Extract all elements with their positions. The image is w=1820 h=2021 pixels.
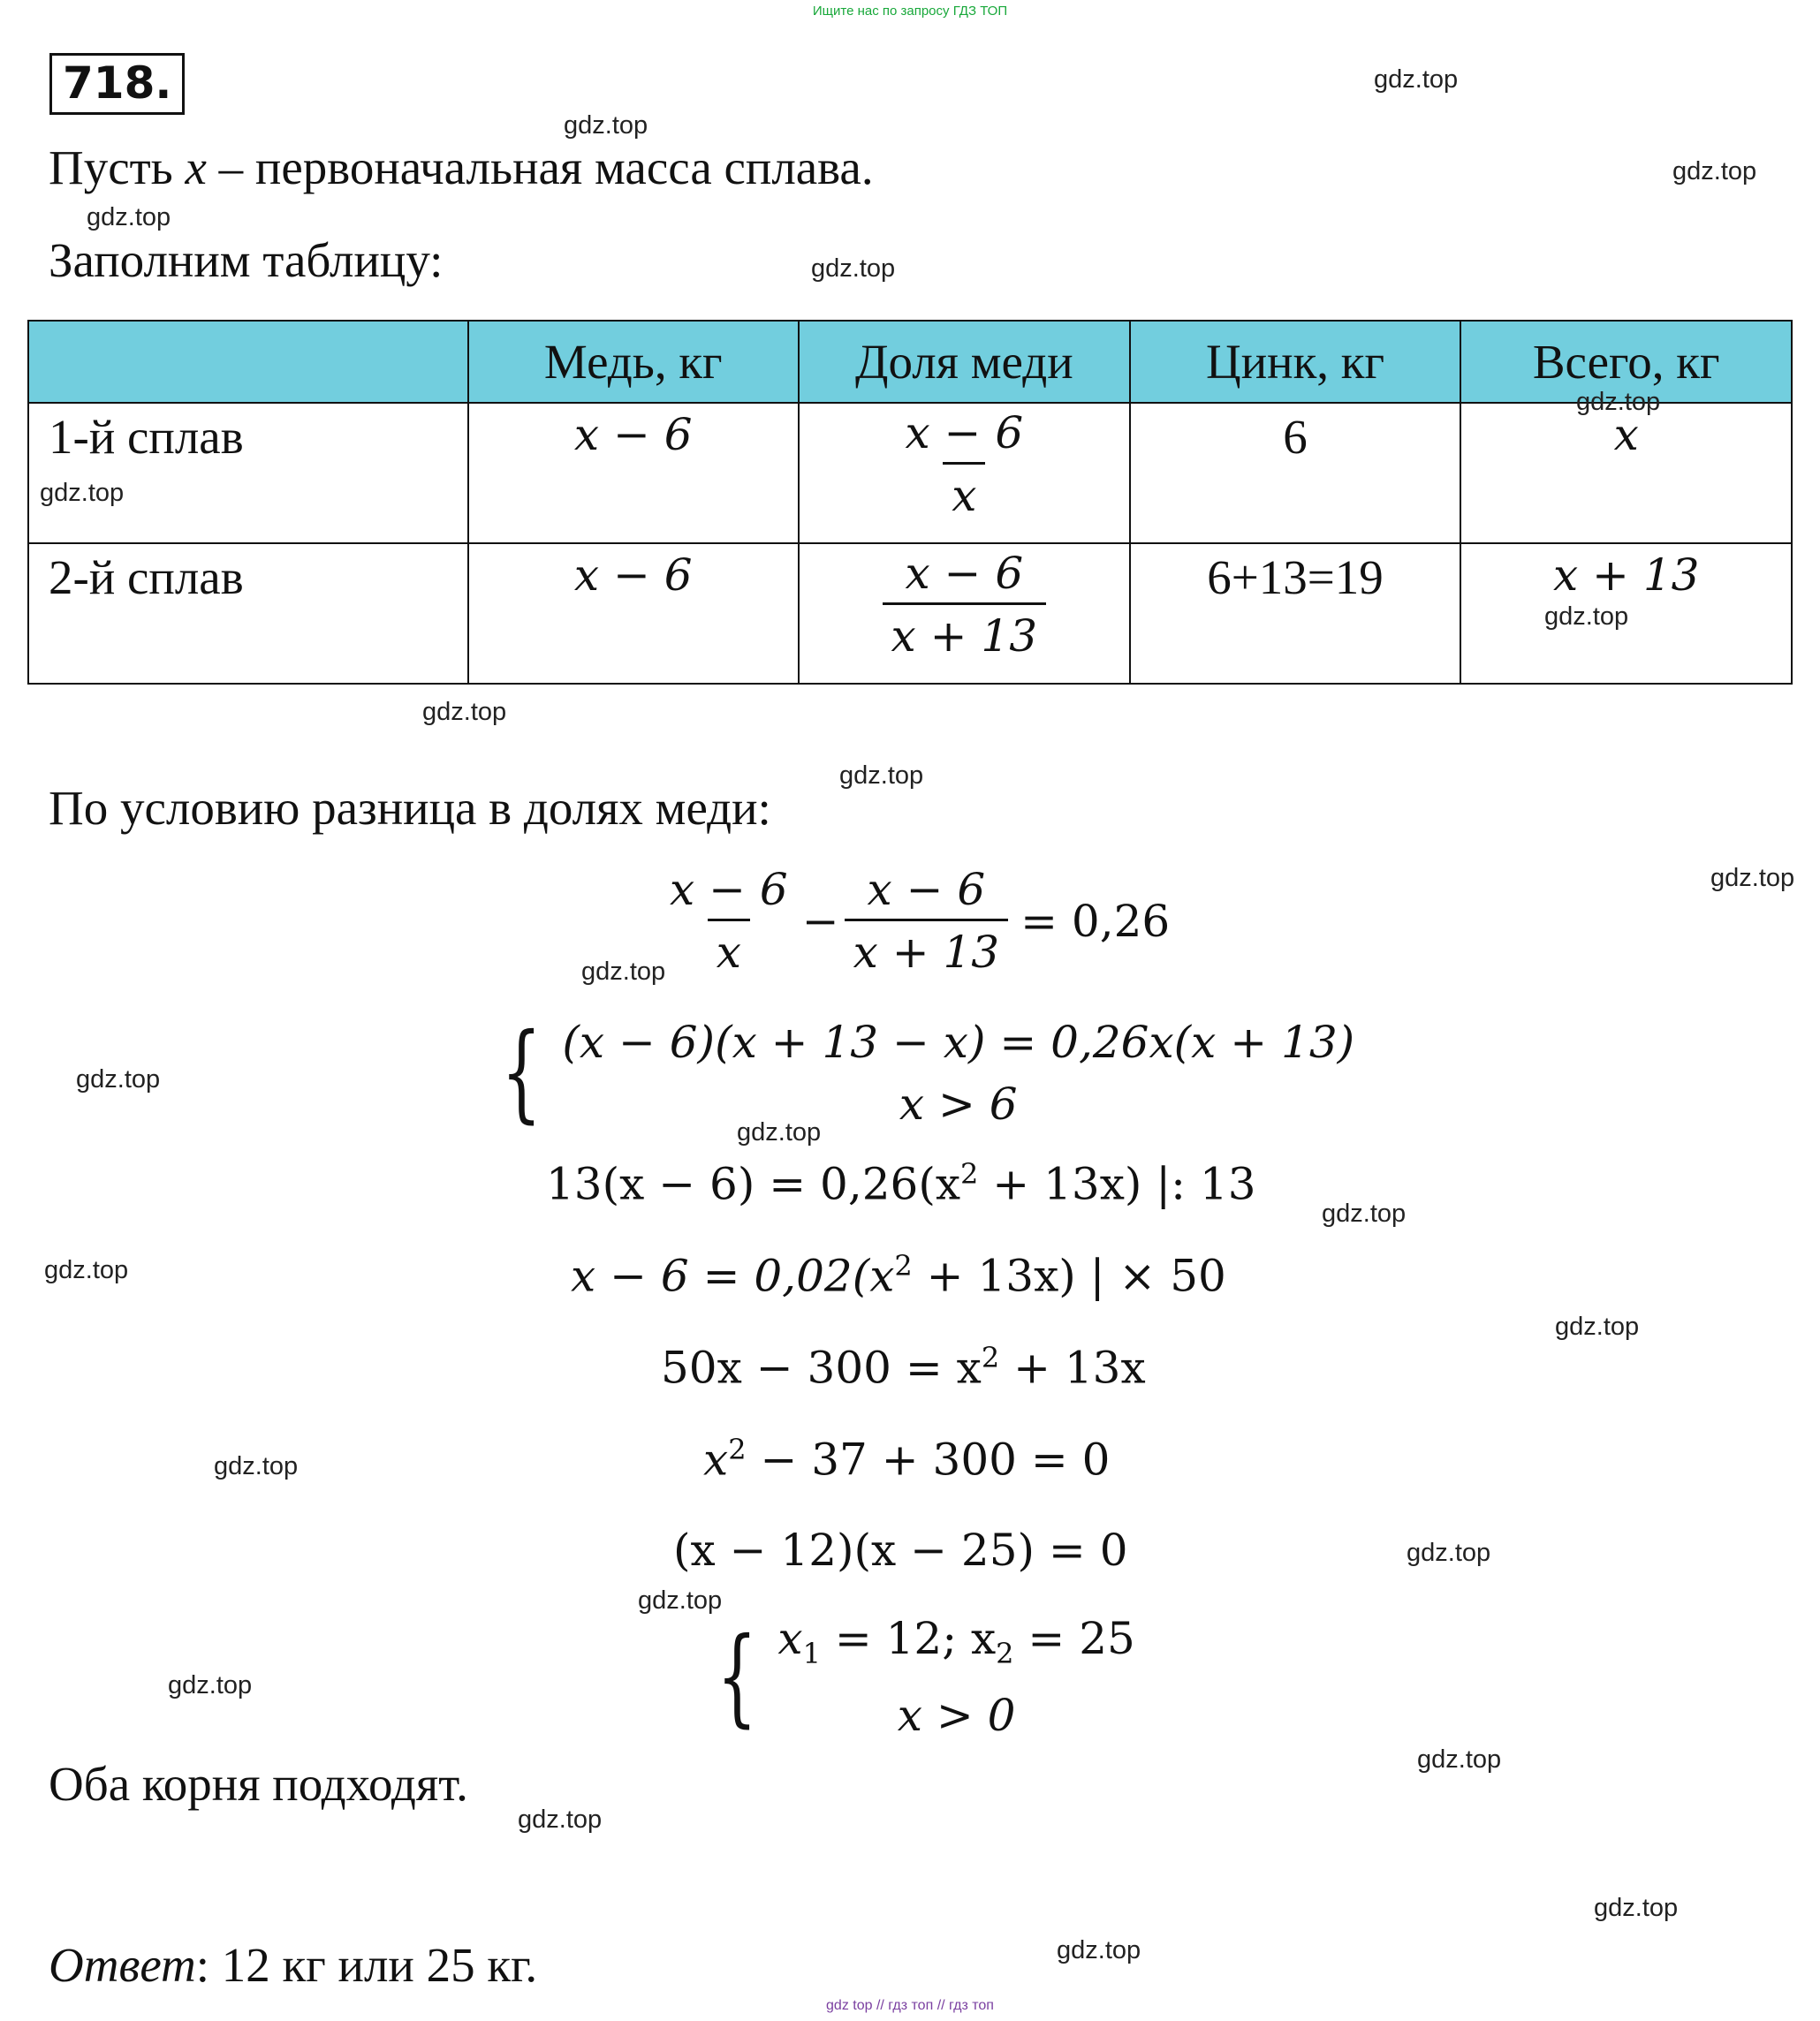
table-header-cell [28,321,468,403]
condition-text: По условию разница в долях меди: [49,781,771,835]
exponent: 2 [960,1157,979,1191]
exponent: 2 [894,1249,913,1283]
step-2 [571,1249,1226,1302]
step-text-end: − 37 + 300 = 0 [746,1434,1111,1486]
copper-value: x − 6 [573,409,693,460]
intro-text-after: – первоначальная масса сплава. [206,140,874,194]
watermark: gdz.top [1417,1745,1502,1774]
watermark: gdz.top [168,1671,253,1699]
root-values-end: = 25 [1013,1613,1135,1664]
zinc-value: 6 [1283,410,1308,464]
step-text: x [703,1434,729,1486]
table-row [28,543,1792,684]
watermark: gdz.top [518,1805,603,1834]
copper-cell [468,543,799,684]
footer-links[interactable]: gdz top // гдз топ // гдз топ [826,1998,994,2013]
fraction-denominator: x [708,919,750,978]
watermark: gdz.top [737,1118,822,1147]
fraction-cell [799,543,1130,684]
intro-line-2: Заполним таблицу: [49,233,444,287]
copper-fraction [883,548,1047,662]
zinc-cell [1130,543,1461,684]
total-value: x + 13 [1552,549,1700,601]
system-line [777,1608,1134,1684]
row-label-text: 1-й сплав [49,410,244,464]
watermark: gdz.top [422,698,507,726]
watermark: gdz.top [1407,1539,1491,1567]
copper-fraction [896,407,1032,521]
watermark: gdz.top [1555,1313,1640,1341]
fraction-numerator: x − 6 [905,548,1024,599]
watermark: gdz.top [44,1256,129,1284]
system-1 [488,1011,1354,1135]
root-variable: x [777,1613,803,1664]
subscript: 1 [802,1637,821,1670]
fraction-denominator: x [943,462,985,521]
copper-value: x − 6 [573,549,693,601]
system-lines [777,1608,1134,1746]
subscript: 2 [996,1637,1014,1670]
answer [49,1939,537,1992]
step-text: 50x − 300 = x [661,1342,982,1394]
system-lines [562,1011,1354,1135]
top-banner: Ищите нас по запросу ГДЗ ТОП [812,4,1008,19]
exponent: 2 [981,1341,1000,1374]
row-label [28,543,468,684]
watermark: gdz.top [214,1452,299,1480]
answer-label: Ответ [49,1938,196,1992]
root-values: = 12; x [820,1613,997,1664]
row-label [28,403,468,543]
equation-rhs: = 0,26 [1020,895,1171,947]
step-4 [703,1433,1110,1486]
watermark: gdz.top [40,479,125,507]
problem-number: 718. [49,53,185,115]
intro-line-1 [49,141,874,194]
step-5: (x − 12)(x − 25) = 0 [673,1525,1128,1576]
fraction-cell [799,403,1130,543]
watermark: gdz.top [811,254,896,283]
row-label-text: 2-й сплав [49,550,244,604]
table-header-cell: Всего, кг [1460,321,1792,403]
answer-text: : 12 кг или 25 кг. [195,1938,538,1992]
watermark: gdz.top [76,1065,161,1094]
step-text: 13(x − 6) = 0,26(x [546,1158,961,1210]
fraction-numerator: x − 6 [905,407,1024,458]
fraction-denominator: x + 13 [845,919,1009,978]
step-text-end: + 13x [999,1342,1146,1394]
fraction-left [661,864,797,978]
zinc-cell [1130,403,1461,543]
step-text-end: + 13x) | × 50 [912,1250,1226,1302]
watermark: gdz.top [564,111,648,140]
watermark: gdz.top [1672,157,1757,185]
watermark: gdz.top [839,761,924,790]
fraction-numerator: x − 6 [867,864,986,915]
table-header-cell: Медь, кг [468,321,799,403]
watermark: gdz.top [1374,65,1459,94]
system-line: x > 0 [897,1690,1016,1741]
step-text-end: + 13x) |: 13 [978,1158,1256,1210]
step-text: x − 6 = 0,02(x [571,1250,895,1302]
watermark: gdz.top [1057,1936,1141,1964]
step-3 [661,1341,1146,1394]
minus-sign: − [801,895,839,947]
table-header-cell: Цинк, кг [1130,321,1461,403]
total-value: x [1613,409,1639,460]
left-brace: { [717,1615,758,1738]
system-line: x > 6 [899,1079,1018,1130]
fraction-right [845,864,1009,978]
zinc-value: 6+13=19 [1207,550,1384,604]
watermark: gdz.top [87,203,171,231]
intro-text-before: Пусть [49,140,186,194]
system-line: (x − 6)(x + 13 − x) = 0,26x(x + 13) [562,1017,1355,1068]
watermark: gdz.top [638,1586,723,1615]
fraction-denominator: x + 13 [883,602,1047,662]
table-header-cell: Доля меди [799,321,1130,403]
watermark: gdz.top [1594,1894,1679,1922]
watermark: gdz.top [1576,388,1661,416]
equation-fractions [661,864,1170,978]
intro-variable: x [185,140,207,194]
system-2 [703,1608,1135,1746]
conclusion-text: Оба корня подходят. [49,1757,468,1811]
total-cell [1460,403,1792,543]
table-row [28,403,1792,543]
data-table [27,320,1793,685]
exponent: 2 [728,1433,747,1466]
step-1 [546,1157,1256,1210]
watermark: gdz.top [1710,864,1795,892]
watermark: gdz.top [581,958,666,986]
table-header-row [28,321,1792,403]
watermark: gdz.top [1322,1200,1407,1228]
fraction-numerator: x − 6 [670,864,788,915]
left-brace: { [501,1011,542,1134]
watermark: gdz.top [1544,602,1629,631]
copper-cell [468,403,799,543]
